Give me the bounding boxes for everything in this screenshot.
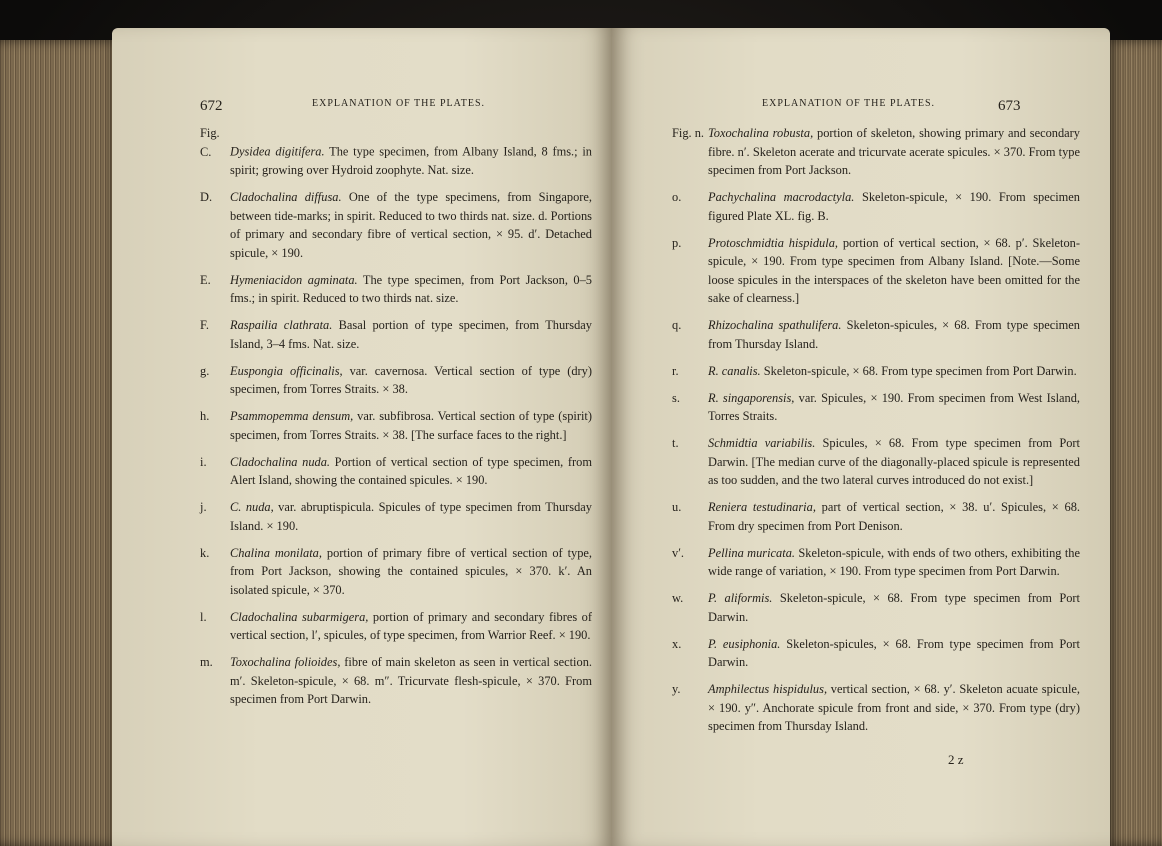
species-name: P. eusiphonia. [708, 636, 781, 651]
plate-entry [200, 362, 592, 399]
species-name: Toxochalina robusta, [708, 126, 814, 140]
page-number: 672 [200, 98, 223, 114]
plate-entry [200, 653, 592, 709]
plate-entry [672, 389, 1080, 426]
plate-entry [200, 124, 592, 180]
plate-entry [672, 362, 1080, 381]
page-edges-right [1106, 40, 1162, 846]
entry-label: j. [200, 500, 207, 514]
species-name: Rhizochalina spathulifera. [708, 318, 842, 332]
entry-text: Spicules, × 68. From type specimen from Port Darwin. [The median curve of the diagonally-placed spicule is represented as too sudden, and the two lateral curves introduced do not exist.] [708, 436, 1080, 487]
plate-entry [672, 434, 1080, 490]
entry-label: E. [200, 272, 211, 287]
entry-text: var. cavernosa. Vertical section of type (dry) specimen, from Torres Straits. × 38. [230, 363, 592, 396]
entry-text: Portion of vertical section of type specimen, from Alert Island, showing the contained spicules. × 190. [230, 454, 593, 487]
entry-label: x. [672, 636, 682, 651]
species-name: Pachychalina macrodactyla. [708, 190, 855, 204]
entry-text: Skeleton-spicules, × 68. From type specimen from Port Darwin. [708, 636, 1080, 669]
entry-label: q. [672, 318, 682, 332]
plate-entry [672, 316, 1080, 353]
species-name: Toxochalina folioides, [230, 655, 341, 669]
entry-label: i. [200, 454, 207, 469]
plate-entry [200, 544, 592, 600]
species-name: C. nuda, [230, 500, 274, 514]
page-edges-left [0, 40, 120, 846]
plate-entries [672, 124, 1080, 744]
entry-text: Skeleton-spicule, with ends of two others, exhibiting the wide range of variation, × 190. From type specimen from Port Darwin. [708, 545, 1080, 578]
species-name: P. aliformis. [708, 591, 773, 605]
plate-entry [672, 680, 1080, 736]
species-name: Cladochalina diffusa. [230, 190, 342, 204]
entry-text: Skeleton-spicule, × 68. From type specimen from Port Darwin. [708, 591, 1080, 624]
species-name: R. canalis. [708, 363, 761, 378]
plate-entry [200, 453, 592, 490]
entry-label: w. [672, 591, 684, 605]
entry-label: u. [672, 500, 682, 514]
entry-text: vertical section, × 68. y′. Skeleton acuate spicule, × 190. y″. Anchorate spicule from front and side, × 370. From type (dry) specimen from Thursday Island. [708, 682, 1080, 733]
entry-text: fibre of main skeleton as seen in vertical section. m′. Skeleton-spicule, × 68. m″. Tricurvate flesh-spicule, × 370. From specimen from Port Darwin. [230, 655, 592, 706]
entry-text: var. abruptispicula. Spicules of type specimen from Thursday Island. × 190. [230, 500, 592, 533]
species-name: Amphilectus hispidulus, [708, 682, 828, 696]
species-name: Schmidtia variabilis. [708, 436, 816, 450]
left-page [112, 28, 612, 846]
species-name: Chalina monilata, [230, 545, 322, 560]
plate-entry [200, 498, 592, 535]
plate-entry [672, 188, 1080, 225]
plate-entry [672, 498, 1080, 535]
entry-label: F. [200, 318, 209, 332]
species-name: Hymeniacidon agminata. [230, 272, 358, 287]
plate-entry [200, 316, 592, 353]
plate-entry [672, 124, 1080, 180]
species-name: Raspailia clathrata. [230, 318, 333, 332]
plate-entry [200, 271, 592, 308]
entry-label: D. [200, 190, 213, 204]
entry-text: One of the type specimens, from Singapore, between tide-marks; in spirit. Reduced to two thirds nat. size. d. Portions of primary and secondary fibre of vertical section, × 95. d′. Detached spicule, × 190. [230, 190, 592, 260]
running-header: EXPLANATION OF THE PLATES. [312, 98, 486, 109]
entry-text: portion of vertical section, × 68. p′. Skeleton-spicule, × 190. From type specimen from Albany Island. [Note.—Some loose spicules in the interspaces of the skeleton have been omitted for the sake of clearness.] [708, 235, 1080, 305]
plate-entry [672, 635, 1080, 672]
species-name: Dysidea digitifera. [230, 144, 325, 159]
plate-entry [200, 407, 592, 444]
species-name: R. singaporensis, [708, 390, 795, 405]
entry-text: Basal portion of type specimen, from Thursday Island, 3–4 fms. Nat. size. [230, 318, 592, 351]
entry-text: portion of skeleton, showing primary and secondary fibre. n′. Skeleton acerate and tricurvate acerate spicules. × 370. From type specimen from Port Jackson. [708, 126, 1080, 177]
entry-label: p. [672, 235, 682, 250]
entry-label: s. [672, 390, 680, 405]
entry-text: var. subfibrosa. Vertical section of type (spirit) specimen, from Torres Straits. × 38. [The surface faces to the right.] [230, 409, 592, 442]
species-name: Pellina muricata. [708, 545, 795, 560]
species-name: Reniera testudinaria, [708, 500, 816, 514]
entry-text: The type specimen, from Albany Island, 8 fms.; in spirit; growing over Hydroid zoophyte. Nat. size. [230, 144, 592, 177]
entry-text: Skeleton-spicules, × 68. From type specimen from Thursday Island. [708, 318, 1080, 351]
species-name: Cladochalina subarmigera, [230, 609, 369, 624]
entry-label: Fig. n. [672, 126, 705, 140]
species-name: Protoschmidtia hispidula, [708, 235, 838, 250]
entry-text: var. Spicules, × 190. From specimen from West Island, Torres Straits. [708, 390, 1081, 423]
entry-label: g. [200, 363, 210, 378]
right-page [612, 28, 1110, 846]
plate-entry [200, 608, 592, 645]
entry-text: The type specimen, from Port Jackson, 0–5 fms.; in spirit. Reduced to two thirds nat. size. [230, 272, 592, 305]
entry-label: Fig. C. [200, 126, 220, 159]
plate-entry [672, 589, 1080, 626]
signature-mark: 2 z [948, 752, 964, 767]
entry-text: part of vertical section, × 38. u′. Spicules, × 68. From dry specimen from Port Denison. [708, 500, 1080, 533]
entry-label: v′. [672, 545, 685, 560]
entry-text: portion of primary and secondary fibres of vertical section, l′, spicules, of type specimen, from Warrior Reef. × 190. [230, 609, 592, 642]
entry-label: h. [200, 409, 210, 423]
plate-entry [672, 544, 1080, 581]
page-number: 673 [998, 98, 1021, 114]
entry-label: r. [672, 363, 679, 378]
entry-label: y. [672, 682, 681, 696]
entry-text: portion of primary fibre of vertical section of type, from Port Jackson, showing the contained spicules, × 370. k′. An isolated spicule, × 370. [230, 545, 592, 597]
entry-label: k. [200, 545, 210, 560]
running-header: EXPLANATION OF THE PLATES. [762, 98, 936, 109]
species-name: Cladochalina nuda. [230, 454, 331, 469]
entry-label: t. [672, 436, 679, 450]
entry-label: l. [200, 609, 207, 624]
plate-entries [200, 124, 592, 717]
plate-entry [672, 234, 1080, 308]
plate-entry [200, 188, 592, 262]
species-name: Psammopemma densum, [230, 409, 354, 423]
entry-label: o. [672, 190, 682, 204]
entry-text: Skeleton-spicule, × 190. From specimen figured Plate XL. fig. B. [708, 190, 1081, 223]
entry-label: m. [200, 655, 213, 669]
entry-text: Skeleton-spicule, × 68. From type specimen from Port Darwin. [760, 363, 1077, 378]
species-name: Euspongia officinalis, [230, 363, 343, 378]
